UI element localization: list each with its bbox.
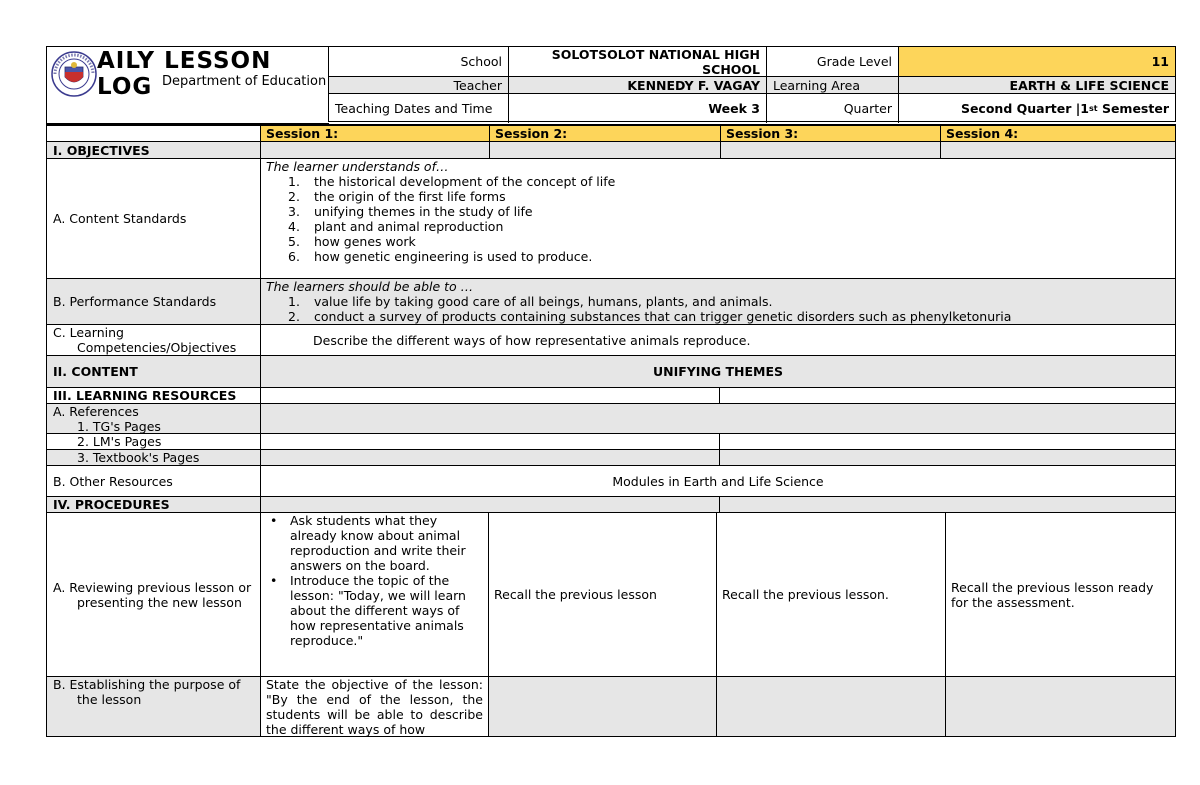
session-1-header: Session 1: <box>261 126 490 141</box>
performance-standards-label: B. Performance Standards <box>46 279 261 324</box>
resources-heading: III. LEARNING RESOURCES <box>46 388 261 403</box>
teaching-dates-label: Teaching Dates and Time <box>329 94 509 123</box>
competencies-row <box>46 325 1176 356</box>
lm-pages-row <box>46 434 1176 450</box>
textbook-pages-row <box>46 450 1176 466</box>
other-resources-label: B. Other Resources <box>46 466 261 496</box>
reviewing-session-4: Recall the previous lesson ready for the assessment. <box>946 513 1176 676</box>
textbook-pages-label: 3. Textbook's Pages <box>46 450 261 465</box>
establishing-label: B. Establishing the purpose of the lesson <box>46 677 261 736</box>
header-info-grid <box>328 46 1176 122</box>
department-name: Department of Education <box>162 74 327 89</box>
content-heading: II. CONTENT <box>46 356 261 387</box>
document-title: AILY LESSON LOG <box>97 48 272 100</box>
references-label: A. References 1. TG's Pages <box>46 404 261 433</box>
references-row <box>46 404 1176 434</box>
teacher-label: Teacher <box>329 77 509 94</box>
sessions-header-row <box>46 126 1176 142</box>
content-standards-cell <box>261 159 1176 278</box>
quarter-value-suffix: Semester <box>1097 101 1169 116</box>
content-value: UNIFYING THEMES <box>261 356 1176 387</box>
performance-standards-row <box>46 279 1176 325</box>
objectives-heading: I. OBJECTIVES <box>46 142 261 158</box>
list-item: • Introduce the topic of the lesson: "Today, we will learn about the different ways of how representative animals reproduce." <box>270 573 466 648</box>
session-3-header: Session 3: <box>721 126 941 141</box>
list-item: 4. plant and animal reproduction <box>288 219 504 234</box>
school-value: SOLOTSOLOT NATIONAL HIGH SCHOOL <box>509 47 767 77</box>
performance-standards-intro: The learners should be able to … <box>266 279 474 294</box>
list-item: 1. the historical development of the concept of life <box>288 174 616 189</box>
school-label: School <box>329 47 509 77</box>
teaching-dates-value: Week 3 <box>509 94 767 123</box>
list-item: 1. value life by taking good care of all beings, humans, plants, and animals. <box>288 294 773 309</box>
quarter-value-sup: st <box>1089 104 1098 113</box>
reviewing-row <box>46 513 1176 677</box>
session-2-header: Session 2: <box>490 126 721 141</box>
establishing-session-1: State the objective of the lesson: "By the end of the lesson, the students will be able to describe the different ways of how <box>261 677 489 736</box>
teacher-value: KENNEDY F. VAGAY <box>509 77 767 94</box>
grade-level-label: Grade Level <box>767 47 899 77</box>
list-item: • Ask students what they already know about animal reproduction and write their answers on the board. <box>270 513 466 573</box>
list-item: 5. how genes work <box>288 234 416 249</box>
objectives-heading-row <box>46 142 1176 159</box>
competencies-label: C. Learning Competencies/Objectives <box>46 325 261 355</box>
performance-standards-list <box>266 294 1170 324</box>
establishing-row <box>46 677 1176 737</box>
learning-area-value: EARTH & LIFE SCIENCE <box>899 77 1175 94</box>
content-standards-list <box>266 174 1170 264</box>
list-item: 6. how genetic engineering is used to produce. <box>288 249 593 264</box>
competencies-value: Describe the different ways of how representative animals reproduce. <box>261 325 1176 355</box>
procedures-heading-row <box>46 497 1176 513</box>
reviewing-bullets <box>266 513 483 648</box>
reviewing-label: A. Reviewing previous lesson or presenting the new lesson <box>46 513 261 676</box>
procedures-heading: IV. PROCEDURES <box>46 497 261 512</box>
session-4-header: Session 4: <box>941 126 1176 141</box>
quarter-value-text: Second Quarter |1 <box>960 101 1089 116</box>
quarter-label: Quarter <box>767 94 899 123</box>
header <box>46 46 1176 124</box>
grade-level-value: 11 <box>899 47 1175 77</box>
quarter-value <box>899 94 1175 123</box>
other-resources-row <box>46 466 1176 497</box>
resources-heading-row <box>46 388 1176 404</box>
list-item: 3. unifying themes in the study of life <box>288 204 533 219</box>
content-standards-intro: The learner understands of… <box>266 159 449 174</box>
lesson-table <box>46 124 1176 737</box>
deped-seal-icon <box>51 51 97 97</box>
logo-box <box>46 46 329 124</box>
reviewing-session-3: Recall the previous lesson. <box>717 513 946 676</box>
content-standards-label: A. Content Standards <box>46 159 261 278</box>
list-item: 2. conduct a survey of products containing substances that can trigger genetic disorders such as phenylketonuria <box>288 309 1012 324</box>
learning-area-label: Learning Area <box>767 77 899 94</box>
content-row <box>46 356 1176 388</box>
list-item: 2. the origin of the first life forms <box>288 189 506 204</box>
lm-pages-label: 2. LM's Pages <box>46 434 261 449</box>
reviewing-session-2: Recall the previous lesson <box>489 513 717 676</box>
content-standards-row <box>46 159 1176 279</box>
other-resources-value: Modules in Earth and Life Science <box>261 466 1176 496</box>
performance-standards-cell <box>261 279 1176 324</box>
reviewing-session-1 <box>261 513 489 676</box>
